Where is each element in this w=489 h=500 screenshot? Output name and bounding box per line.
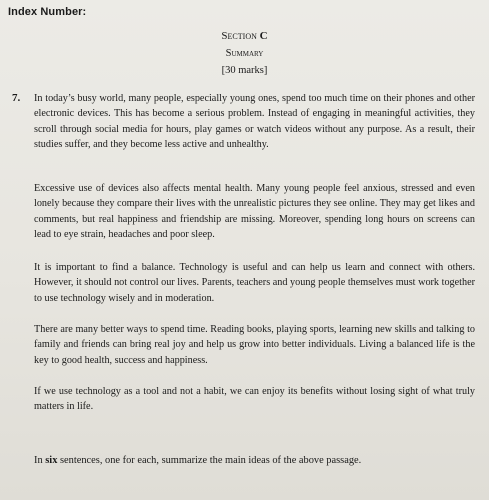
passage-paragraph-2: Excessive use of devices also affects mental health. Many young people feel anxious, stressed and even lonely because they compare their lives with the unrealistic pictures they see online. They may get likes and comments, but real happiness and friendship are missing. Moreover, spending long hours on screens can lead to eye strain, headaches and poor sleep. — [34, 183, 475, 240]
section-marks: [30 marks] — [221, 65, 268, 76]
question-instruction — [34, 453, 475, 468]
instruction-emphasis: six — [45, 455, 58, 466]
instruction-suffix: sentences, one for each, summarize the main ideas of the above passage. — [60, 455, 362, 466]
section-word: Section — [221, 30, 257, 42]
passage-paragraph-4: There are many better ways to spend time. Reading books, playing sports, learning new skills and talking to family and friends can bring real joy and help us grow into better individuals. Living a balanced life is the key to good health, success and happiness. — [34, 324, 475, 366]
section-letter: C — [259, 30, 268, 42]
question-number: 7. — [12, 92, 21, 104]
passage-paragraph-1: In today’s busy world, many people, especially young ones, spend too much time on their phones and other electronic devices. This has become a serious problem. Instead of engaging in meaningful activities, they scroll through social media for hours, play games or watch videos without any purpose. As a result, their studies suffer, and they become less active and unhealthy. — [34, 93, 475, 150]
instruction-prefix: In — [34, 455, 43, 466]
index-number-label: Index Number: — [8, 6, 87, 18]
passage-paragraph-5: If we use technology as a tool and not a habit, we can enjoy its benefits without losing sight of what truly matters in life. — [34, 386, 475, 413]
section-title: Summary — [225, 48, 264, 59]
section-header — [0, 28, 489, 79]
passage-paragraph-3: It is important to find a balance. Technology is useful and can help us learn and connect with others. However, it should not control our lives. Parents, teachers and young people themselves must work together to use technology wisely and in moderation. — [34, 262, 475, 304]
section-heading — [0, 28, 489, 45]
